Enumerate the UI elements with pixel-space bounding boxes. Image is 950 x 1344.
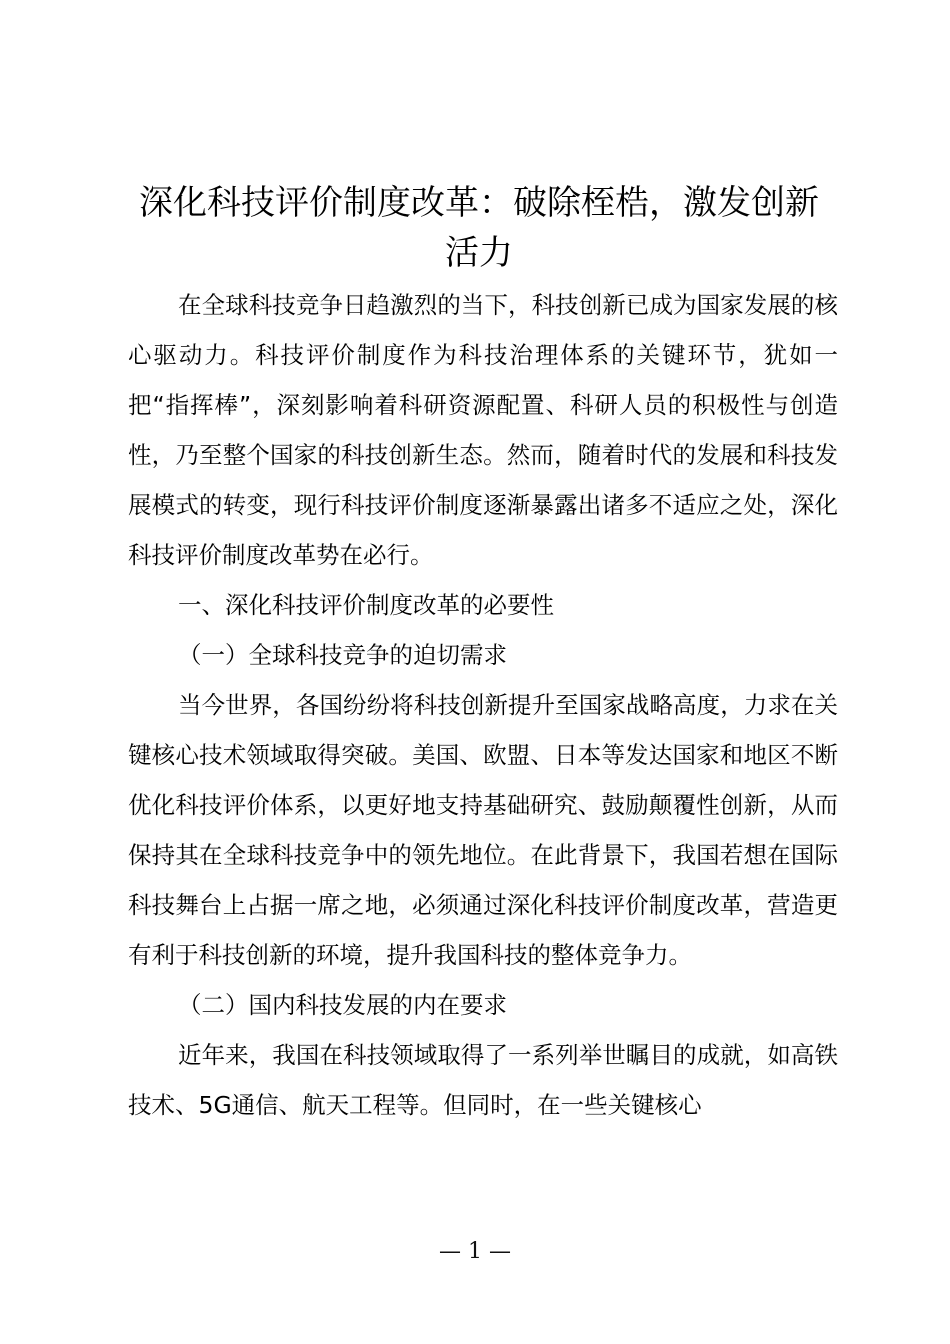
- title-line-1: 深化科技评价制度改革：破除桎梏，激发创新: [139, 183, 819, 223]
- intro-paragraph: 在全球科技竞争日趋激烈的当下，科技创新已成为国家发展的核心驱动力。科技评价制度作为科技治理体系的关键环节，犹如一把“指挥棒”，深刻影响着科研资源配置、科研人员的积极性与创造性，乃至整个国家的科技创新生态。然而，随着时代的发展和科技发展模式的转变，现行科技评价制度逐渐暴露出诸多不适应之处，深化科技评价制度改革势在必行。: [128, 291, 838, 569]
- subsection-1-heading: （一）全球科技竞争的迫切需求: [178, 641, 507, 669]
- document-title: [120, 178, 838, 278]
- section-1-heading: 一、深化科技评价制度改革的必要性: [178, 591, 554, 619]
- subsection-1-paragraph: 当今世界，各国纷纷将科技创新提升至国家战略高度，力求在关键核心技术领域取得突破。美国、欧盟、日本等发达国家和地区不断优化科技评价体系，以更好地支持基础研究、鼓励颠覆性创新，从而保持其在全球科技竞争中的领先地位。在此背景下，我国若想在国际科技舞台上占据一席之地，必须通过深化科技评价制度改革，营造更有利于科技创新的环境，提升我国科技的整体竞争力。: [128, 691, 838, 969]
- subsection-2-heading: （二）国内科技发展的内在要求: [178, 991, 507, 1019]
- title-line-2: 活力: [445, 233, 513, 273]
- page-number: — 1 —: [439, 1239, 511, 1264]
- document-body: [128, 280, 838, 1130]
- subsection-2-paragraph: 近年来，我国在科技领域取得了一系列举世瞩目的成就，如高铁技术、5G通信、航天工程等。但同时，在一些关键核心: [128, 1041, 838, 1119]
